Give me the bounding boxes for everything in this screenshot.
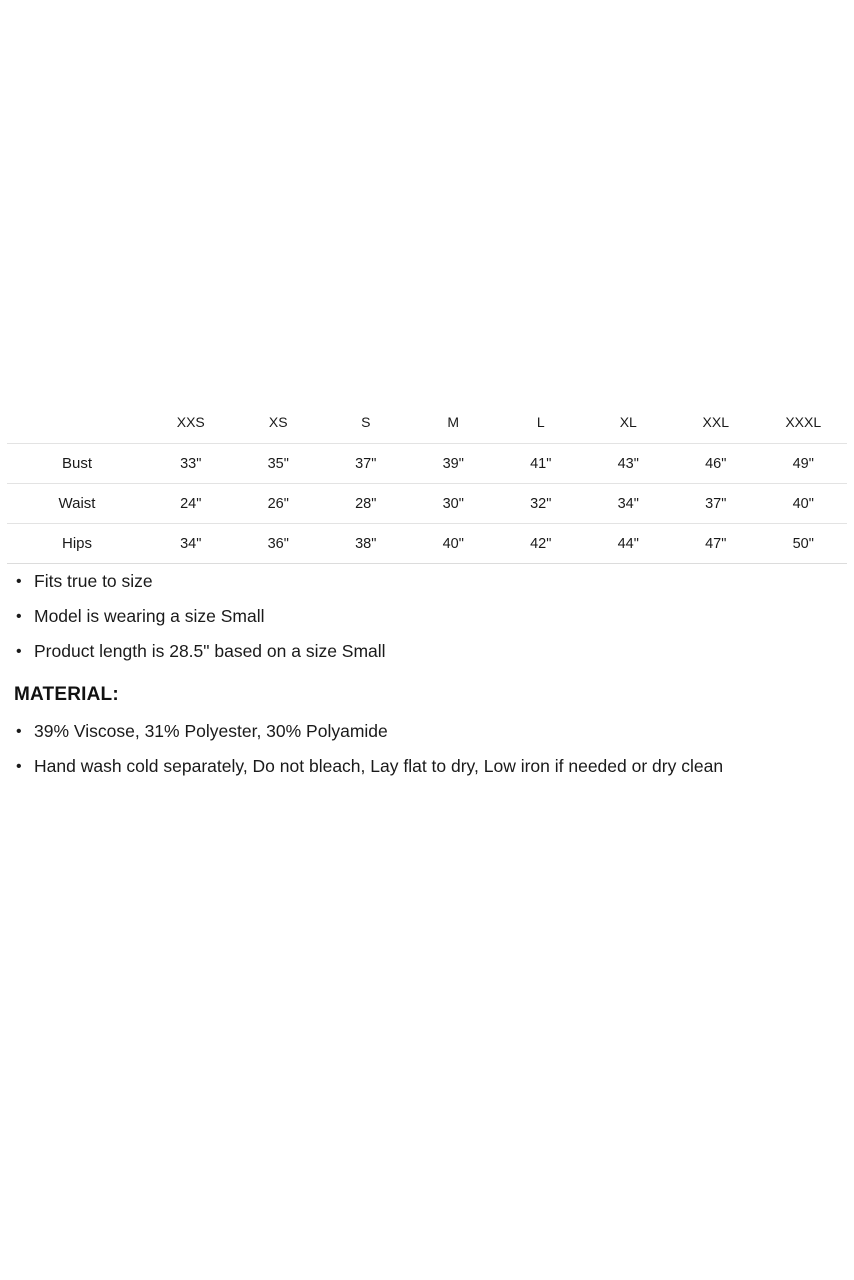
column-header-measure	[7, 400, 147, 444]
cell-bust-s: 37"	[322, 444, 410, 484]
column-header-l: L	[497, 400, 585, 444]
details-content	[0, 400, 854, 784]
cell-bust-xxxl: 49"	[760, 444, 848, 484]
list-item: • 39% Viscose, 31% Polyester, 30% Polyamide	[0, 714, 854, 749]
list-item: • Fits true to size	[0, 564, 854, 599]
material-heading: MATERIAL:	[14, 684, 119, 705]
cell-hips-xxs: 34"	[147, 524, 235, 564]
row-header-bust: Bust	[7, 444, 147, 484]
cell-bust-xxs: 33"	[147, 444, 235, 484]
size-chart-body	[7, 444, 847, 564]
size-chart-table	[7, 400, 847, 564]
column-header-m: M	[410, 400, 498, 444]
cell-waist-m: 30"	[410, 484, 498, 524]
row-header-hips: Hips	[7, 524, 147, 564]
cell-waist-l: 32"	[497, 484, 585, 524]
cell-waist-s: 28"	[322, 484, 410, 524]
column-header-s: S	[322, 400, 410, 444]
table-row	[7, 484, 847, 524]
cell-hips-xs: 36"	[235, 524, 323, 564]
cell-waist-xs: 26"	[235, 484, 323, 524]
list-item: • Model is wearing a size Small	[0, 599, 854, 634]
cell-hips-l: 42"	[497, 524, 585, 564]
table-header-row	[7, 400, 847, 444]
cell-bust-xl: 43"	[585, 444, 673, 484]
fit-notes-list	[0, 564, 854, 669]
cell-bust-xs: 35"	[235, 444, 323, 484]
cell-waist-xl: 34"	[585, 484, 673, 524]
column-header-xxl: XXL	[672, 400, 760, 444]
cell-waist-xxxl: 40"	[760, 484, 848, 524]
material-list	[0, 714, 854, 784]
list-item: • Product length is 28.5" based on a size Small	[0, 634, 854, 669]
cell-hips-xxl: 47"	[672, 524, 760, 564]
column-header-xl: XL	[585, 400, 673, 444]
cell-bust-m: 39"	[410, 444, 498, 484]
list-item: • Hand wash cold separately, Do not bleach, Lay flat to dry, Low iron if needed or dry clean	[0, 749, 854, 784]
cell-bust-xxl: 46"	[672, 444, 760, 484]
cell-hips-s: 38"	[322, 524, 410, 564]
table-row	[7, 524, 847, 564]
cell-bust-l: 41"	[497, 444, 585, 484]
cell-hips-m: 40"	[410, 524, 498, 564]
cell-hips-xxxl: 50"	[760, 524, 848, 564]
size-chart-header	[7, 400, 847, 444]
table-row	[7, 444, 847, 484]
row-header-waist: Waist	[7, 484, 147, 524]
cell-waist-xxs: 24"	[147, 484, 235, 524]
column-header-xxs: XXS	[147, 400, 235, 444]
cell-hips-xl: 44"	[585, 524, 673, 564]
cell-waist-xxl: 37"	[672, 484, 760, 524]
column-header-xxxl: XXXL	[760, 400, 848, 444]
column-header-xs: XS	[235, 400, 323, 444]
